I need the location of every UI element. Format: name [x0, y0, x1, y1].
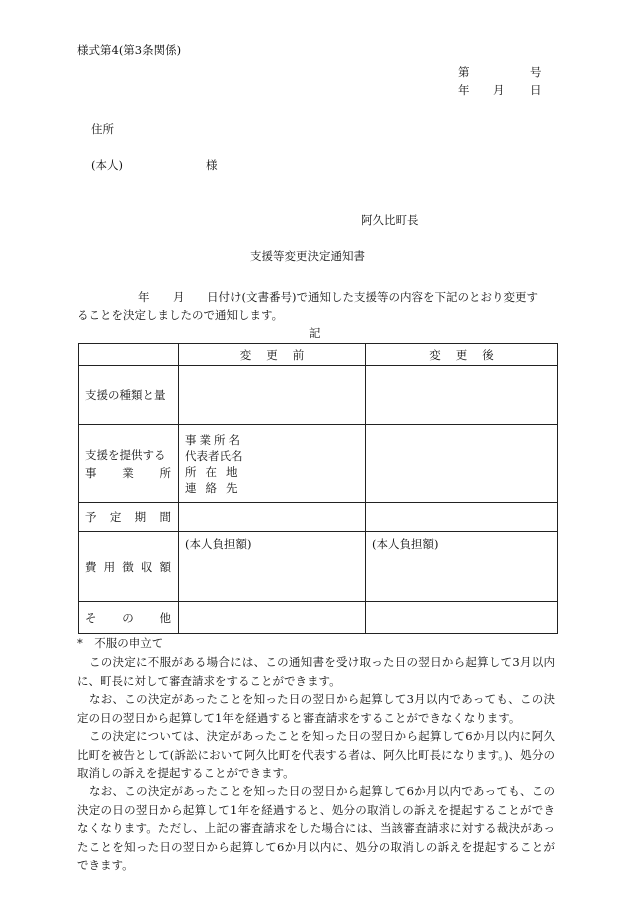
- cell-other-after: [366, 602, 558, 634]
- table-row-period: [79, 503, 558, 532]
- cell-other-before: [179, 602, 366, 634]
- date-year: 年: [458, 83, 470, 97]
- header-before: 変 更 前: [179, 344, 366, 366]
- row-label-other: そ の 他: [79, 602, 179, 634]
- sama-label: 様: [206, 158, 218, 172]
- intro-line2: ることを決定しましたので通知します。: [77, 308, 284, 322]
- cell-period-after: [366, 503, 558, 532]
- cell-fee-after: (本人負担額): [366, 532, 558, 602]
- cell-provider-after: [366, 425, 558, 503]
- header-after: 変 更 後: [366, 344, 558, 366]
- table-row-other: [79, 602, 558, 634]
- row-label-support-type: 支援の種類と量: [79, 366, 179, 425]
- date-month: 月: [493, 83, 505, 97]
- issuer-name: 阿久比町長: [361, 213, 419, 227]
- intro-month: 月: [173, 290, 185, 304]
- change-table: [78, 343, 558, 634]
- field-contact: 連絡先: [185, 480, 247, 495]
- cell-support-type-before: [179, 366, 366, 425]
- notice-paragraph-1: この決定に不服がある場合には、この通知書を受け取った日の翌日から起算して3月以内に、町長に対して審査請求をすることができます。: [77, 655, 555, 688]
- address-label: 住所: [91, 122, 114, 136]
- doc-number-go: 号: [530, 65, 542, 79]
- cell-period-before: [179, 503, 366, 532]
- notice-paragraph-4: なお、この決定があったことを知った日の翌日から起算して6か月以内であっても、この決定の日の翌日から起算して1年を経過すると、処分の取消しの訴えを提起することができなくなります。ただし、上記の審査請求をした場合には、当該審査請求に対する裁決があったことを知った日の翌日から起算して6か月以内に、処分の取消しの訴えを提起することができます。: [77, 784, 555, 872]
- field-business-name: 事業所名: [185, 432, 243, 447]
- notice-paragraph-2: なお、この決定があったことを知った日の翌日から起算して3月以内であっても、この決定の日の翌日から起算して1年を経過すると審査請求をすることができなくなります。: [77, 692, 555, 725]
- intro-year: 年: [138, 290, 150, 304]
- form-number: 様式第4(第3条関係): [77, 43, 182, 57]
- intro-line1: 日付け(文書番号)で通知した支援等の内容を下記のとおり変更す: [207, 290, 538, 304]
- doc-number-dai: 第: [458, 65, 470, 79]
- table-row-fee: [79, 532, 558, 602]
- notice-heading: * 不服の申立て: [77, 636, 164, 650]
- date-day: 日: [530, 83, 542, 97]
- row-label-period: 予 定 期 間: [79, 503, 179, 532]
- row-label-fee: 費 用 徴 収 額: [79, 532, 179, 602]
- field-representative: 代表者氏名: [185, 448, 243, 463]
- row-label-provider: 支援を提供する 事 業 所: [79, 425, 179, 503]
- table-row-provider: [79, 425, 558, 503]
- notice-paragraph-3: この決定については、決定があったことを知った日の翌日から起算して6か月以内に阿久比町を被告として(訴訟において阿久比町を代表する者は、阿久比町長になります。)、処分の取消しの訴えを提起することができます。: [77, 729, 555, 780]
- person-label: (本人): [91, 158, 123, 172]
- document-title: 支援等変更決定通知書: [250, 249, 365, 263]
- cell-fee-before: (本人負担額): [179, 532, 366, 602]
- cell-provider-before: [179, 425, 366, 503]
- ki-label: 記: [309, 326, 321, 340]
- cell-support-type-after: [366, 366, 558, 425]
- table-header-row: [79, 344, 558, 366]
- field-location: 所在地: [185, 464, 247, 479]
- header-empty-cell: [79, 344, 179, 366]
- table-row-support-type: [79, 366, 558, 425]
